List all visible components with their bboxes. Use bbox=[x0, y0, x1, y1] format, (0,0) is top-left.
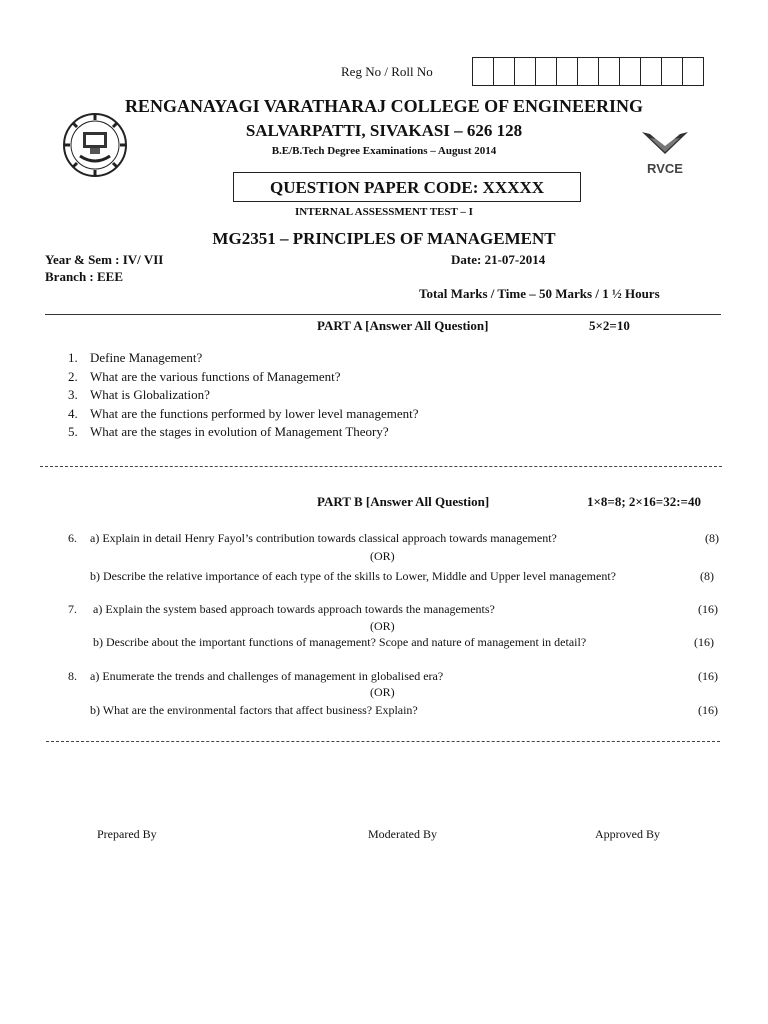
or-label: (OR) bbox=[370, 685, 395, 699]
question-6b-marks: (8) bbox=[700, 569, 714, 583]
question-6b: b) Describe the relative importance of each type of the skills to Lower, Middle and Upper level management? bbox=[90, 569, 616, 583]
reg-no-box[interactable] bbox=[472, 57, 494, 86]
reg-no-box[interactable] bbox=[493, 57, 515, 86]
part-a-marks: 5×2=10 bbox=[589, 318, 630, 333]
prepared-by-label: Prepared By bbox=[97, 827, 157, 841]
question-7a: a) Explain the system based approach towards approach towards the managements? bbox=[93, 602, 495, 616]
part-b-divider bbox=[46, 741, 720, 742]
question-8b: b) What are the environmental factors that affect business? Explain? bbox=[90, 703, 418, 717]
question-8a: a) Enumerate the trends and challenges of management in globalised era? bbox=[90, 669, 444, 683]
branch: Branch : EEE bbox=[45, 269, 124, 284]
subject-title: MG2351 – PRINCIPLES OF MANAGEMENT bbox=[212, 229, 556, 248]
question-7b-marks: (16) bbox=[694, 635, 714, 649]
list-item: 3. What is Globalization? bbox=[68, 387, 210, 402]
question-paper-code: QUESTION PAPER CODE: XXXXX bbox=[233, 172, 581, 202]
or-label: (OR) bbox=[370, 619, 395, 633]
rvce-logo-icon bbox=[636, 130, 694, 176]
question-7-number: 7. bbox=[68, 602, 77, 616]
reg-no-box[interactable] bbox=[598, 57, 620, 86]
list-item: 4. What are the functions performed by lower level management? bbox=[68, 405, 419, 421]
question-6-number: 6. bbox=[68, 531, 77, 545]
question-8b-marks: (16) bbox=[698, 703, 718, 717]
reg-no-box[interactable] bbox=[661, 57, 683, 86]
list-item: 1. Define Management? bbox=[68, 350, 203, 365]
question-7a-marks: (16) bbox=[698, 602, 718, 616]
part-a-title: PART A [Answer All Question] bbox=[317, 318, 489, 333]
list-item: 5. What are the stages in evolution of Management Theory? bbox=[68, 424, 389, 439]
approved-by-label: Approved By bbox=[595, 827, 660, 841]
reg-no-box[interactable] bbox=[619, 57, 641, 86]
reg-no-box[interactable] bbox=[577, 57, 599, 86]
college-name: RENGANAYAGI VARATHARAJ COLLEGE OF ENGINEERING bbox=[124, 96, 644, 116]
svg-text:RVCE: RVCE bbox=[647, 161, 683, 176]
question-6a: a) Explain in detail Henry Fayol’s contribution towards classical approach towards management? bbox=[90, 531, 557, 545]
total-marks-time: Total Marks / Time – 50 Marks / 1 ½ Hours bbox=[419, 286, 660, 301]
reg-no-box[interactable] bbox=[535, 57, 557, 86]
or-label: (OR) bbox=[370, 549, 395, 563]
question-6a-marks: (8) bbox=[705, 531, 719, 545]
test-title: INTERNAL ASSESSMENT TEST – I bbox=[295, 206, 473, 218]
reg-no-box[interactable] bbox=[682, 57, 704, 86]
reg-no-box[interactable] bbox=[556, 57, 578, 86]
list-item: 2. What are the various functions of Management? bbox=[68, 368, 341, 384]
header-divider bbox=[45, 314, 721, 315]
part-a-questions bbox=[68, 349, 418, 442]
question-8a-marks: (16) bbox=[698, 669, 718, 683]
question-8-number: 8. bbox=[68, 669, 77, 683]
moderated-by-label: Moderated By bbox=[368, 827, 437, 841]
reg-no-boxes[interactable] bbox=[473, 57, 704, 86]
reg-no-label: Reg No / Roll No bbox=[341, 64, 433, 79]
part-b-title: PART B [Answer All Question] bbox=[317, 494, 490, 509]
college-address: SALVARPATTI, SIVAKASI – 626 128 bbox=[245, 121, 523, 140]
part-b-marks: 1×8=8; 2×16=32:=40 bbox=[587, 494, 701, 509]
reg-no-box[interactable] bbox=[640, 57, 662, 86]
question-7b: b) Describe about the important functions of management? Scope and nature of management in detail? bbox=[93, 635, 587, 649]
exam-date: Date: 21-07-2014 bbox=[451, 252, 546, 267]
exam-title: B.E/B.Tech Degree Examinations – August 2014 bbox=[271, 145, 497, 157]
year-sem: Year & Sem : IV/ VII bbox=[45, 252, 164, 267]
part-a-divider bbox=[40, 466, 722, 467]
reg-no-box[interactable] bbox=[514, 57, 536, 86]
